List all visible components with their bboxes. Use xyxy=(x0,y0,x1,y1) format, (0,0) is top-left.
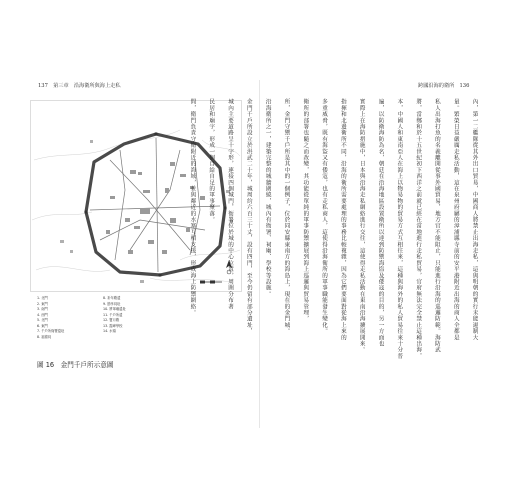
legend-item: 7. 千戶所衙署遺址 xyxy=(37,329,65,333)
scale-bar xyxy=(200,281,222,284)
running-header-left: 137 第三章 沿海衛所與海上走私 xyxy=(38,83,121,89)
legend-item: 9. 節孝祠址 xyxy=(103,301,121,306)
legend-item: 12. 寶月殿 xyxy=(103,318,120,322)
text-column: 多重威脅，既有海盜又有倭寇，也有走私商人，這使得沿海衛所的軍事職能發生變化。 xyxy=(321,98,328,335)
text-column: 指揮和北邊衛所不同，沿海的衛所需要處理的事務比較複雜，因為它們要面對從海上來的 xyxy=(339,98,346,341)
legend-item: 13. 霞峰學校 xyxy=(103,323,123,328)
legend-item: 11. 千戶所遺 xyxy=(103,312,123,317)
legend-item: 5. 北門 xyxy=(37,318,48,322)
text-column: 內，第一二艦隊從其外出口貿易，中國商人將禁止出海走私，這與明朝的實行未能遏制大 xyxy=(471,98,478,341)
text-column: 城內主要道路呈十字形，連接四個城門，衙署位於城的中心位置，周圍分布著 xyxy=(227,98,234,310)
text-column: 量。繁榮日益嚴厲走私活動，這在泉州府屬的漳浦縣寺前的安平港附近出海的商人全都是 xyxy=(452,98,459,341)
text-column: 本，中國人和東南亞人在海上以物易物的貿易方式互相往來，這種與海外的私人貿易往來十分普 xyxy=(396,98,403,360)
text-column: 衛所的部署也隨之而改變，其功能從單純的軍事防禦擴展到海上巡邏與貿易管理， xyxy=(302,98,309,322)
text-column: 金門千戶所設立於洪武二十年，城周約六百三十丈，設有四門，至今仍留有部分遺址， xyxy=(245,98,252,335)
legend-column-right xyxy=(103,296,163,335)
legend-item: 8. 福德祠 xyxy=(37,334,52,339)
roads xyxy=(90,138,220,272)
text-column: 民居和廟宇，形成一個自給自足的軍事聚落。 xyxy=(208,98,215,223)
running-header-right: 跨國沿海的衛所 136 xyxy=(418,83,470,89)
figure-caption: 圖 16 金門千戶所示意圖 xyxy=(37,361,114,369)
legend-item: 1. 北門 xyxy=(37,296,48,300)
page-gutter xyxy=(259,80,260,428)
text-column: 實際上在海防措施中，日本與沿海走私網絡進行交往，這使得走私活動在東南沿海擴展開來。 xyxy=(358,98,365,353)
legend-item: 8. 祈年殿遺 xyxy=(103,296,121,300)
text-column: 沿海衛所之一，建築完整的城牆圍繞，城內有衙署、祠廟、學校等設施。 xyxy=(264,98,271,298)
legend-item: 14. 水頭 xyxy=(103,329,116,333)
legend-item: 3. 南門 xyxy=(37,307,48,311)
legend-item: 2. 東門 xyxy=(37,301,48,306)
text-column: 問，衛門負責守衛附近的海域，並與鄰近的水寨互相支援，形成海上防禦網絡。 xyxy=(189,98,196,316)
map-legend xyxy=(37,296,167,339)
legend-item: 6. 東門 xyxy=(37,323,48,328)
text-column: 私人出海打魚的名義離開從事外國貿易，地方官不能阻止，只能進行沿海的巡邏防範。海防武 xyxy=(433,98,440,353)
text-column: 將，當鄭和於十五世紀初下西洋之前就已經在當地進行走私貿易，官府無法完全禁止這種出海， xyxy=(415,98,422,360)
vertical-body-text xyxy=(189,94,488,424)
text-column: 所，金門守禦千戶所是其中的一個例子，位於同安縣東南方的海島上，現在的金門城。 xyxy=(283,98,290,335)
legend-item: 4. 西門 xyxy=(37,312,48,317)
legend-item: 10. 將軍廟遺址 xyxy=(103,307,126,311)
fortress-wall xyxy=(86,134,225,275)
legend-column-left xyxy=(37,296,97,340)
text-column: 遍，以防衛海防為名，朝廷在沿海地區設置衛所以達到防禦海盜及倭寇的目的，另一方面也 xyxy=(377,98,384,347)
